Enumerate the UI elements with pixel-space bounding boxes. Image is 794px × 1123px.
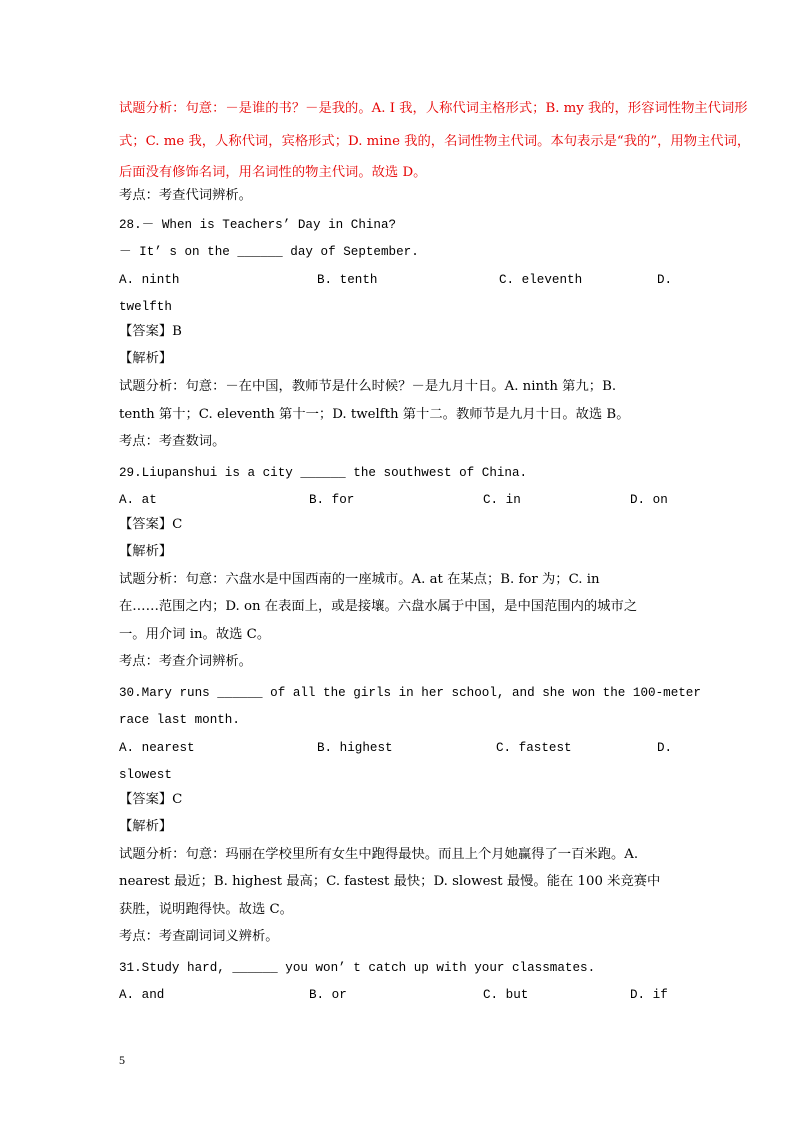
question-31-stem: 31.Study hard, ______ you won’ t catch up with your classmates. (119, 961, 596, 975)
jiexi-label: 【解析】 (119, 351, 173, 366)
analysis-line: tenth 第十；C. eleventh 第十一；D. twelfth 第十二。教师节是九月十日。故选 B。 (119, 407, 630, 422)
kaodian-line: 考点：考查副词词义辨析。 (119, 929, 279, 944)
analysis-line: 试题分析：句意：六盘水是中国西南的一座城市。A. at 在某点；B. for 为；C. in (119, 572, 600, 587)
option-b: B. tenth (317, 273, 378, 287)
option-d: D. (657, 273, 673, 287)
analysis-line: 式；C. me 我，人称代词，宾格形式；D. mine 我的，名词性物主代词。本句表示是“我的”，用物主代词， (119, 134, 751, 149)
option-a: A. and (119, 988, 165, 1002)
option-a: A. nearest (119, 741, 195, 755)
jiexi-label: 【解析】 (119, 819, 173, 834)
analysis-line: 获胜，说明跑得快。故选 C。 (119, 902, 293, 917)
analysis-line: nearest 最近；B. highest 最高；C. fastest 最快；D. slowest 最慢。能在 100 米竞赛中 (119, 874, 661, 889)
option-c: C. eleventh (499, 273, 583, 287)
analysis-line: 在……范围之内；D. on 在表面上，或是接壤。六盘水属于中国，是中国范围内的城市之 (119, 599, 638, 614)
answer-label: 【答案】C (119, 517, 183, 532)
option-d-text: slowest (119, 768, 172, 782)
analysis-line: 试题分析：句意：－是谁的书？－是我的。A. I 我，人称代词主格形式；B. my 我的，形容词性物主代词形 (119, 101, 748, 116)
option-a: A. at (119, 493, 157, 507)
option-d: D. if (630, 988, 668, 1002)
analysis-line: 试题分析：句意：玛丽在学校里所有女生中跑得最快。而且上个月她赢得了一百米跑。A. (119, 847, 639, 862)
question-28-stem: 28.－ When is Teachers’ Day in China? (119, 218, 397, 232)
option-d: D. on (630, 493, 668, 507)
analysis-line: 试题分析：句意：－在中国，教师节是什么时候？－是九月十日。A. ninth 第九；B. (119, 379, 617, 394)
question-29-stem: 29.Liupanshui is a city ______ the southwest of China. (119, 466, 528, 480)
option-a: A. ninth (119, 273, 180, 287)
option-b: B. for (309, 493, 355, 507)
option-b: B. or (309, 988, 347, 1002)
option-b: B. highest (317, 741, 393, 755)
kaodian-line: 考点：考查数词。 (119, 434, 226, 449)
question-30-stem: 30.Mary runs ______ of all the girls in her school, and she won the 100-meter (119, 686, 701, 700)
kaodian-line: 考点：考查代词辨析。 (119, 188, 252, 203)
option-d: D. (657, 741, 673, 755)
question-28-stem: － It’ s on the ______ day of September. (119, 245, 419, 259)
jiexi-label: 【解析】 (119, 544, 173, 559)
option-d-text: twelfth (119, 300, 172, 314)
analysis-line: 一。用介词 in。故选 C。 (119, 627, 271, 642)
option-c: C. in (483, 493, 521, 507)
option-c: C. fastest (496, 741, 572, 755)
option-c: C. but (483, 988, 529, 1002)
page-number: 5 (119, 1053, 125, 1067)
answer-label: 【答案】C (119, 792, 183, 807)
analysis-line: 后面没有修饰名词，用名词性的物主代词。故选 D。 (119, 165, 427, 180)
kaodian-line: 考点：考查介词辨析。 (119, 654, 252, 669)
question-30-stem: race last month. (119, 713, 240, 727)
answer-label: 【答案】B (119, 324, 182, 339)
